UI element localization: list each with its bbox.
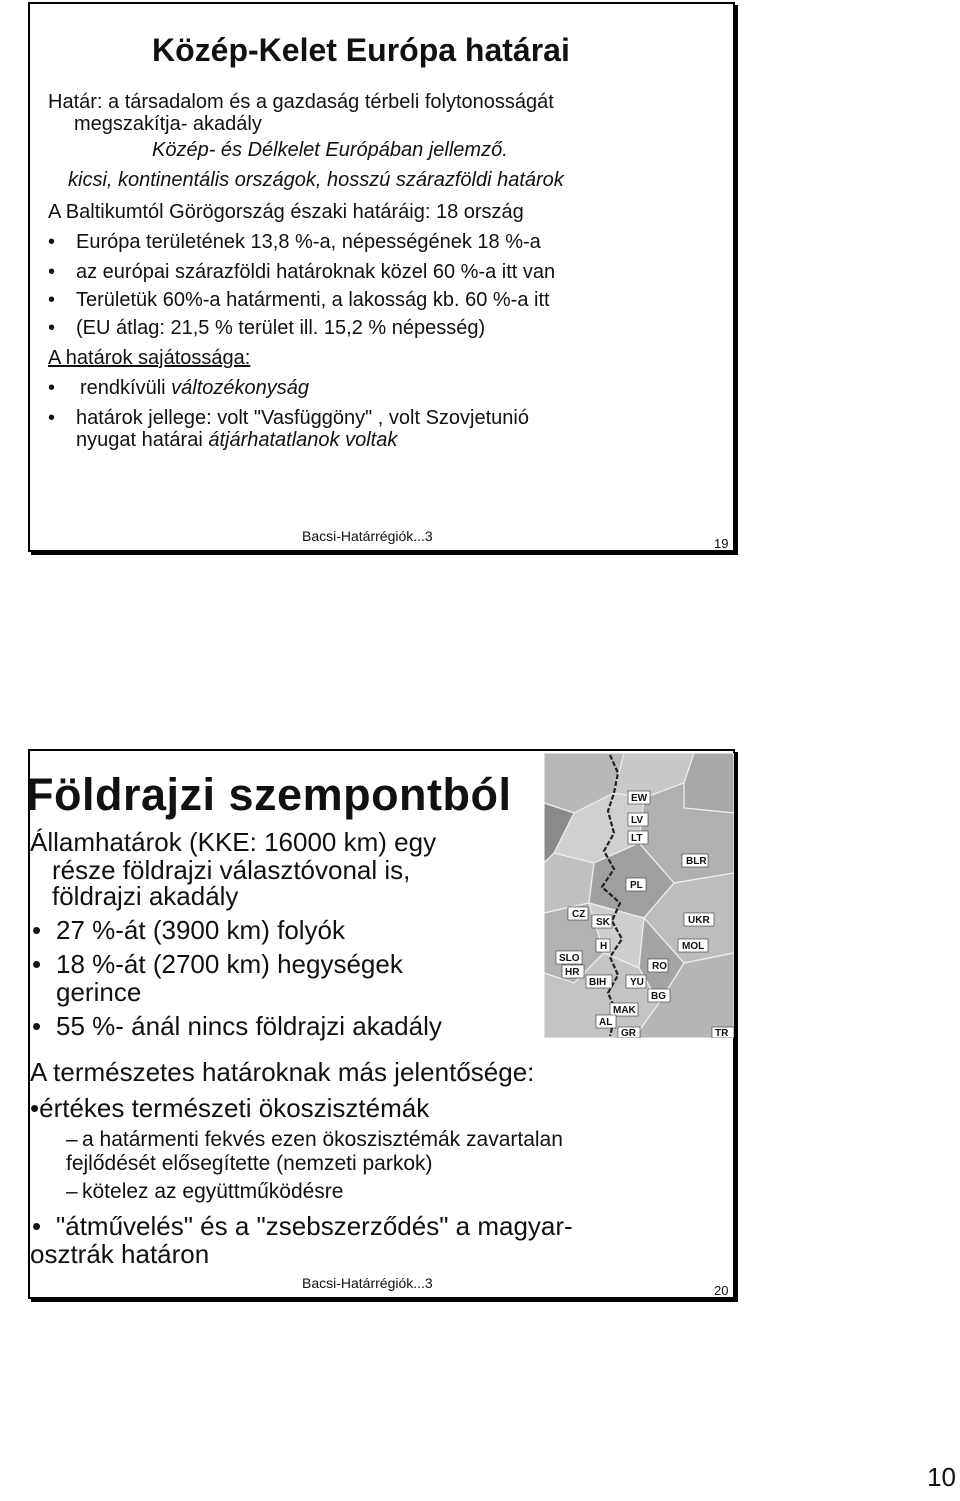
slide-page-number: 19 <box>714 536 729 551</box>
text-line: A természetes határoknak más jelentősége: <box>30 1057 535 1087</box>
map-country-label: SLO <box>559 953 580 964</box>
text-line: Közép- és Délkelet Európában jellemző. <box>152 139 508 161</box>
text-line: A Baltikumtól Görögország északi határáig: 18 ország <box>48 201 524 223</box>
dash-item: – a határmenti fekvés ezen ökoszisztémák zavartalan <box>82 1127 563 1153</box>
bullet-item: • 55 %- ánál nincs földrajzi akadály <box>56 1011 442 1041</box>
map-country-label: SK <box>596 917 610 928</box>
map-country-label: UKR <box>688 915 710 926</box>
slide-title: Közép-Kelet Európa határai <box>152 32 570 68</box>
map-country-label: HR <box>565 967 580 978</box>
slide-footer: Bacsi-Határrégiók...3 <box>302 1275 433 1291</box>
bullet-item: • határok jellege: volt "Vasfüggöny" , volt Szovjetunió <box>76 406 529 430</box>
central-europe-map <box>544 753 734 1038</box>
text-line: megszakítja- akadály <box>74 113 262 135</box>
slide-page-number: 20 <box>714 1283 729 1298</box>
text-line: •értékes természeti ökoszisztémák <box>30 1093 430 1123</box>
map-country-label: YU <box>630 977 644 988</box>
bullet-item: • "átművelés" és a "zsebszerződés" a magyar- <box>56 1211 573 1241</box>
map-country-label: AL <box>599 1017 613 1028</box>
map-country-label: CZ <box>572 909 586 920</box>
slide-title: Földrajzi szempontból <box>26 769 512 820</box>
text-part-italic: átjárhatatlanok voltak <box>208 429 398 451</box>
map-country-label: BG <box>651 991 666 1002</box>
map-country-label: BIH <box>589 977 607 988</box>
bullet-item: • (EU átlag: 21,5 % terület ill. 15,2 % népesség) <box>76 316 485 340</box>
bullet-item: • 27 %-át (3900 km) folyók <box>56 915 345 945</box>
text-part: nyugat határai <box>76 429 203 451</box>
text-line: osztrák határon <box>30 1239 210 1269</box>
dash-item: – kötelez az együttműködésre <box>82 1179 343 1205</box>
bullet-text: rendkívüli <box>80 377 166 399</box>
bullet-item: • az európai szárazföldi határoknak közel 60 %-a itt van <box>76 260 555 284</box>
bullet-text-italic: változékonyság <box>171 377 310 399</box>
document-page-number: 10 <box>927 1462 956 1492</box>
map-country-label: LT <box>631 833 643 844</box>
map-country-label: BLR <box>686 856 707 867</box>
text-line: Határ: a társadalom és a gazdaság térbeli folytonosságát <box>48 91 554 113</box>
bullet-item: • 18 %-át (2700 km) hegységek <box>56 949 403 979</box>
text-line: kicsi, kontinentális országok, hosszú szárazföldi határok <box>68 169 564 191</box>
map-country-label: H <box>600 941 608 952</box>
text-line: földrajzi akadály <box>52 881 239 911</box>
map-country-label: MOL <box>682 941 705 952</box>
bullet-item: • Területük 60%-a határmenti, a lakosság kb. 60 %-a itt <box>76 288 550 312</box>
slide-19 <box>28 2 735 552</box>
bullet-item: • Európa területének 13,8 %-a, népességének 18 %-a <box>76 230 541 254</box>
text-line <box>76 428 397 452</box>
map-country-label: TR <box>715 1028 729 1038</box>
map-country-label: LV <box>631 815 644 826</box>
slide-20 <box>28 749 735 1299</box>
bullet-item: • rendkívüli változékonyság <box>48 377 310 399</box>
map-country-label: EW <box>631 793 648 804</box>
map-country-label: MAK <box>613 1005 636 1016</box>
map-country-label: RO <box>652 961 667 972</box>
text-line: fejlődését elősegítette (nemzeti parkok) <box>66 1152 433 1175</box>
slide-footer: Bacsi-Határrégiók...3 <box>302 528 433 544</box>
map-country-label: PL <box>630 880 643 891</box>
text-line: Államhatárok (KKE: 16000 km) egy <box>30 827 437 857</box>
text-line: része földrajzi választóvonal is, <box>52 855 411 885</box>
section-heading: A határok sajátossága: <box>48 347 251 369</box>
map-country-label: GR <box>621 1028 636 1038</box>
text-line: gerince <box>56 977 142 1007</box>
